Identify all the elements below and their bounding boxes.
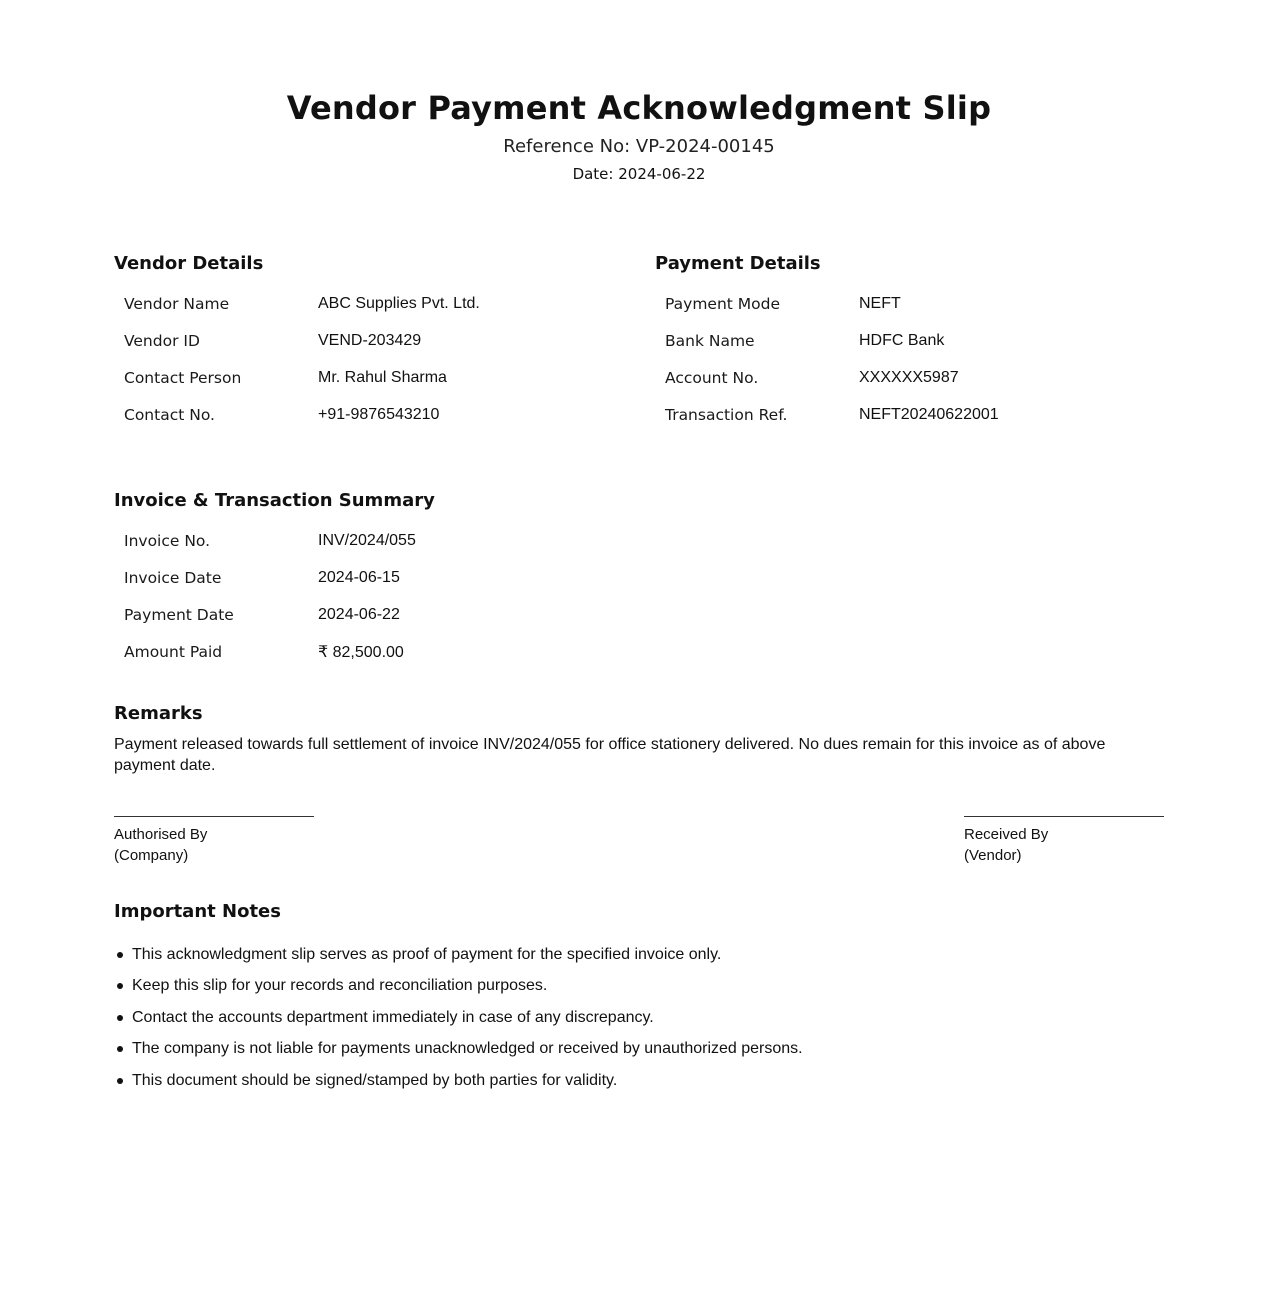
document-title: Vendor Payment Acknowledgment Slip <box>286 89 992 127</box>
document-date: Date: 2024-06-22 <box>572 165 706 183</box>
invoice-summary-heading: Invoice & Transaction Summary <box>114 490 435 511</box>
bank-name-label: Bank Name <box>665 331 755 350</box>
authorised-by-label: Authorised By <box>114 826 208 843</box>
account-number-label: Account No. <box>665 368 759 387</box>
invoice-number-label: Invoice No. <box>124 531 211 550</box>
contact-number-row <box>124 396 634 433</box>
payment-details-section <box>655 252 1175 433</box>
payment-mode-row <box>665 285 1175 322</box>
invoice-summary-section <box>114 489 634 670</box>
note-item: This acknowledgment slip serves as proof of payment for the specified invoice only. <box>132 944 1164 965</box>
slip-header <box>0 86 1278 184</box>
payment-details-table <box>665 285 1175 433</box>
note-item: Keep this slip for your records and reconciliation purposes. <box>132 975 1164 996</box>
amount-paid-row <box>124 633 634 670</box>
invoice-number-value: INV/2024/055 <box>318 531 416 549</box>
invoice-summary-table <box>124 522 634 670</box>
invoice-date-row <box>124 559 634 596</box>
vendor-details-table <box>124 285 634 433</box>
vendor-signature-block <box>964 816 1164 866</box>
vendor-details-heading: Vendor Details <box>114 253 264 274</box>
company-signature-line <box>114 816 314 817</box>
vendor-id-value: VEND-203429 <box>318 331 422 349</box>
invoice-number-row <box>124 522 634 559</box>
contact-person-value: Mr. Rahul Sharma <box>318 368 447 386</box>
vendor-name-value: ABC Supplies Pvt. Ltd. <box>318 294 480 312</box>
company-party-label: (Company) <box>114 847 189 864</box>
vendor-party-label: (Vendor) <box>964 847 1022 864</box>
payment-date-label: Payment Date <box>124 605 234 624</box>
payment-mode-label: Payment Mode <box>665 294 781 313</box>
amount-paid-value: ₹ 82,500.00 <box>318 643 404 661</box>
remarks-section <box>114 702 1164 776</box>
invoice-date-value: 2024-06-15 <box>318 568 400 586</box>
vendor-signature-line <box>964 816 1164 817</box>
bank-name-value: HDFC Bank <box>859 331 945 349</box>
company-signature-block <box>114 816 314 866</box>
note-item: This document should be signed/stamped by both parties for validity. <box>132 1070 1164 1091</box>
vendor-id-row <box>124 322 634 359</box>
remarks-text: Payment released towards full settlement of invoice INV/2024/055 for office stationery delivered. No dues remain for this invoice as of above payment date. <box>114 736 1106 774</box>
contact-person-label: Contact Person <box>124 368 242 387</box>
note-item: The company is not liable for payments unacknowledged or received by unauthorized persons. <box>132 1038 1164 1059</box>
contact-number-label: Contact No. <box>124 405 215 424</box>
vendor-details-section <box>114 252 634 433</box>
vendor-name-label: Vendor Name <box>124 294 230 313</box>
vendor-id-label: Vendor ID <box>124 331 200 350</box>
account-number-value: XXXXXX5987 <box>859 368 959 386</box>
important-notes-section <box>114 900 1164 1101</box>
bank-name-row <box>665 322 1175 359</box>
contact-person-row <box>124 359 634 396</box>
note-item: Contact the accounts department immediately in case of any discrepancy. <box>132 1007 1164 1028</box>
payment-date-value: 2024-06-22 <box>318 605 400 623</box>
important-notes-heading: Important Notes <box>114 901 281 922</box>
contact-number-value: +91-9876543210 <box>318 405 440 423</box>
important-notes-list <box>114 944 1164 1091</box>
payment-details-heading: Payment Details <box>655 253 821 274</box>
account-number-row <box>665 359 1175 396</box>
payment-date-row <box>124 596 634 633</box>
transaction-ref-value: NEFT20240622001 <box>859 405 999 423</box>
vendor-name-row <box>124 285 634 322</box>
amount-paid-label: Amount Paid <box>124 642 223 661</box>
transaction-ref-row <box>665 396 1175 433</box>
payment-mode-value: NEFT <box>859 294 901 312</box>
transaction-ref-label: Transaction Ref. <box>665 405 788 424</box>
invoice-date-label: Invoice Date <box>124 568 222 587</box>
remarks-heading: Remarks <box>114 703 203 724</box>
reference-number: Reference No: VP-2024-00145 <box>503 136 775 157</box>
received-by-label: Received By <box>964 826 1049 843</box>
